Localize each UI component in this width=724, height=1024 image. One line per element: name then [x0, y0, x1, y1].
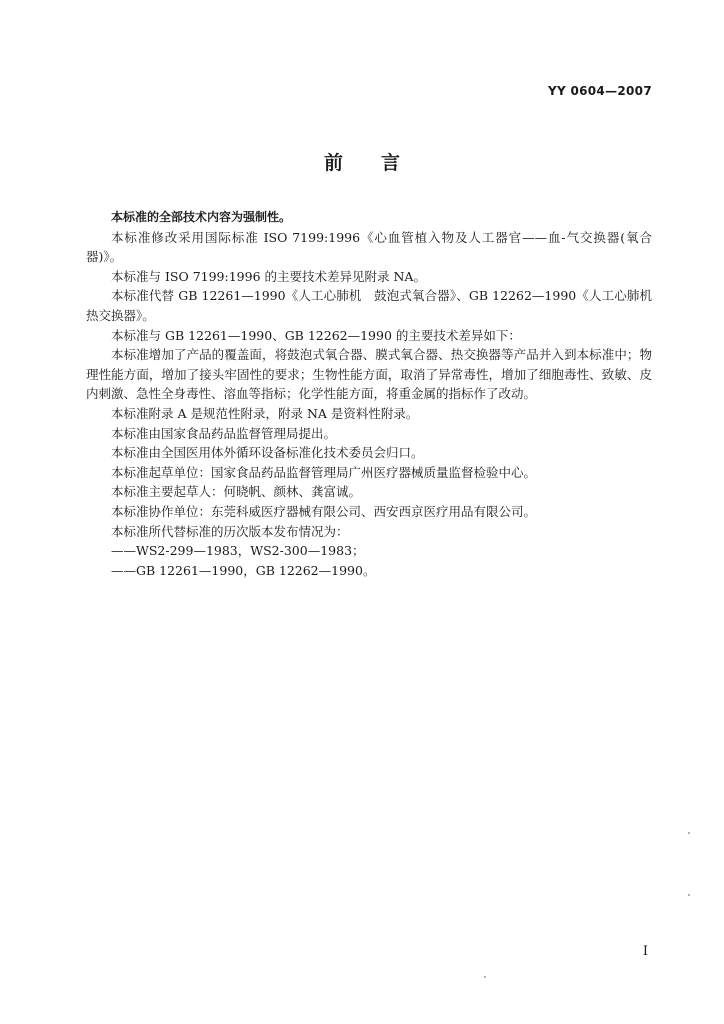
paragraph-drafters: 本标准主要起草人：何晓帆、颜林、龚富诚。	[111, 484, 362, 500]
paragraph-iso-differences: 本标准与 ISO 7199:1996 的主要技术差异见附录 NA。	[111, 268, 426, 284]
page-number: I	[642, 944, 648, 959]
history-item: ——WS2-299—1983，WS2-300—1983；	[111, 543, 365, 559]
scan-speck	[688, 894, 690, 896]
paragraph-committee: 本标准由全国医用体外循环设备标准化技术委员会归口。	[111, 445, 424, 461]
paragraph-cooperating-units: 本标准协作单位：东莞科威医疗器械有限公司、西安西京医疗用品有限公司。	[111, 503, 537, 519]
scan-speck	[688, 832, 690, 834]
paragraph-mandatory-statement: 本标准的全部技术内容为强制性。	[111, 210, 292, 224]
paragraph-replacement: 本标准代替 GB 12261—1990《人工心肺机 鼓泡式氧合器》、GB 12262—1990《人工心肺机 热交换器》。	[86, 288, 665, 323]
paragraph-annexes: 本标准附录 A 是规范性附录，附录 NA 是资料性附录。	[111, 405, 419, 421]
paragraph-drafting-unit: 本标准起草单位：国家食品药品监督管理局广州医疗器械质量监督检验中心。	[111, 464, 537, 480]
foreword-body	[86, 208, 665, 580]
paragraph-gb-differences-intro: 本标准与 GB 12261—1990、GB 12262—1990 的主要技术差异如下：	[111, 327, 521, 343]
paragraph-proposer: 本标准由国家食品药品监督管理局提出。	[111, 425, 337, 441]
history-item: ——GB 12261—1990，GB 12262—1990。	[111, 562, 376, 578]
paragraph-adoption: 本标准修改采用国际标准 ISO 7199:1996《心血管植入物及人工器官——血-气交换器(氧合器)》。	[86, 229, 652, 265]
page-title: 前言	[323, 152, 438, 174]
standard-number: YY 0604—2007	[548, 84, 652, 98]
scan-speck	[484, 976, 486, 978]
paragraph-gb-differences-detail: 本标准增加了产品的覆盖面，将鼓泡式氧合器、膜式氧合器、热交换器等产品并入到本标准中；物理性能方面，增加了接头牢固性的要求；生物性能方面，取消了异常毒性，增加了细胞毒性、致敏、皮内刺激、急性全身毒性、溶血等指标；化学性能方面，将重金属的指标作了改动。	[86, 347, 652, 402]
paragraph-history-intro: 本标准所代替标准的历次版本发布情况为：	[111, 523, 349, 539]
